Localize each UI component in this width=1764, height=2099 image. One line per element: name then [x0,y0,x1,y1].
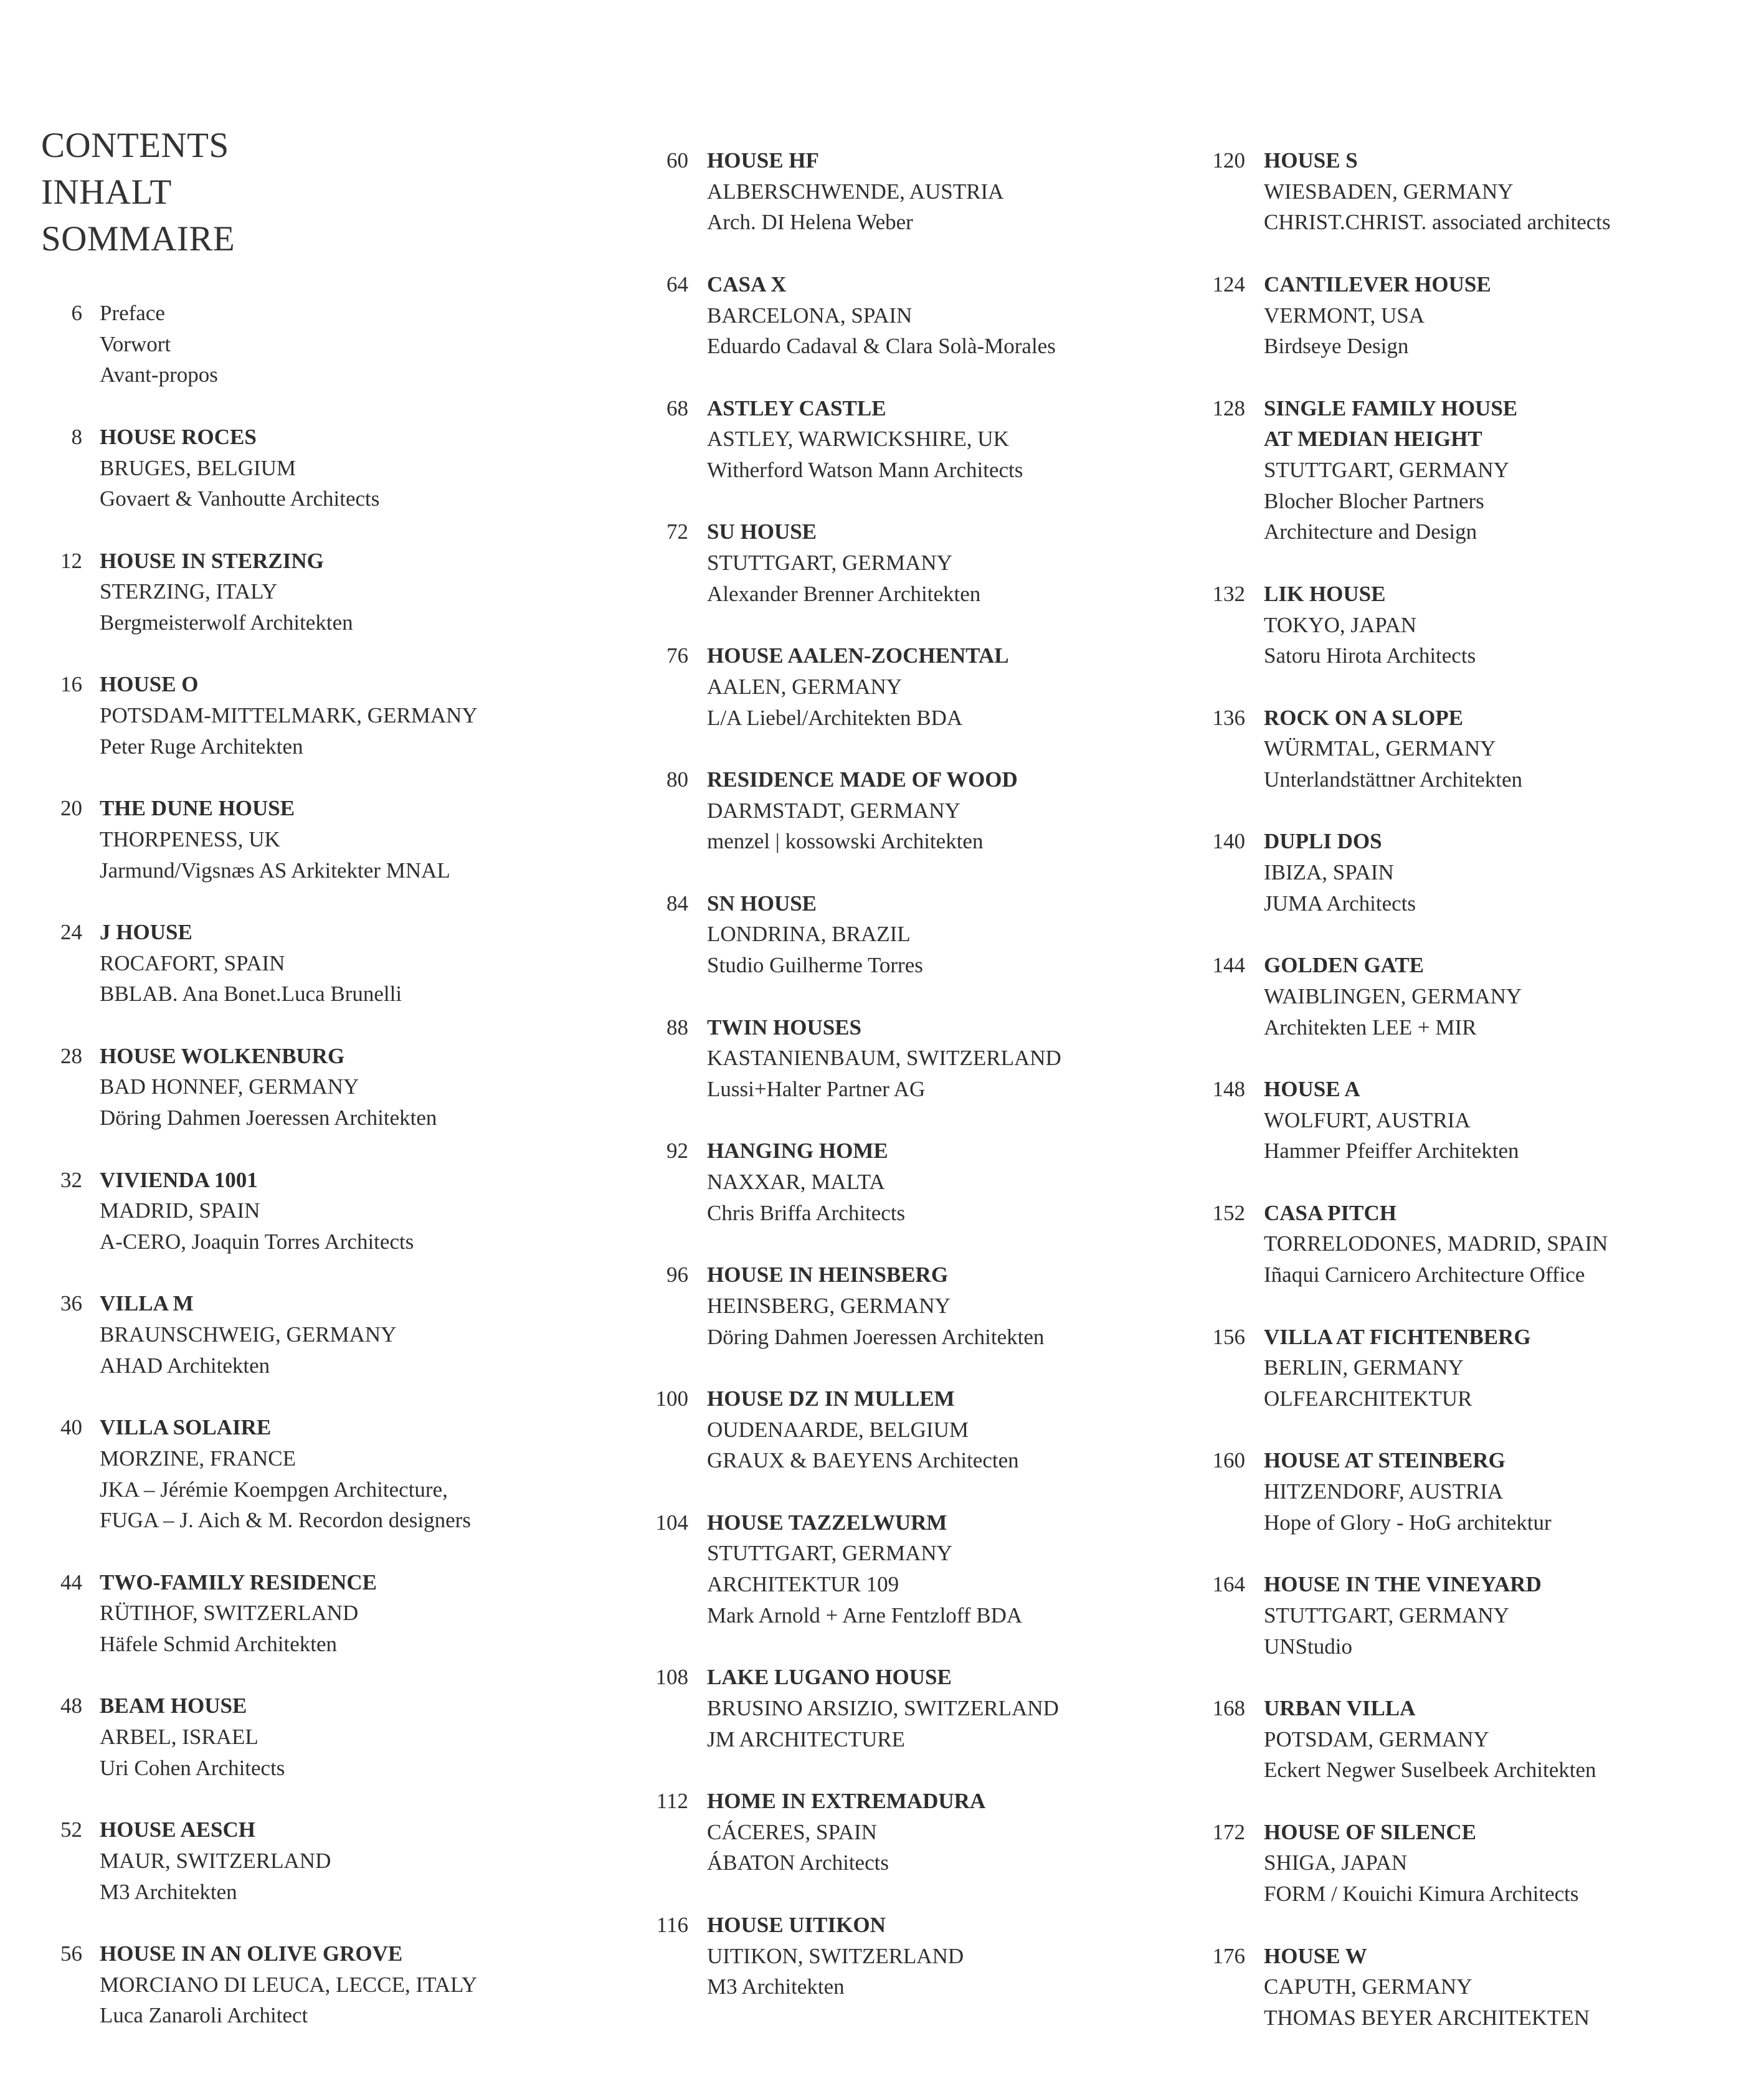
project-detail: BBLAB. Ana Bonet.Luca Brunelli [100,982,402,1007]
toc-entry[interactable] [41,1165,478,1258]
project-location: OUDENAARDE, BELGIUM [707,1417,969,1442]
project-location: TORRELODONES, MADRID, SPAIN [1264,1231,1608,1256]
toc-entry[interactable] [1180,393,1611,548]
entry-text [100,298,218,391]
project-location: DARMSTADT, GERMANY [707,798,960,823]
entry-text [707,145,1003,238]
project-title: HOUSE HF [707,148,819,173]
entry-text [707,1383,1019,1476]
project-location: UITIKON, SWITZERLAND [707,1943,964,1968]
page-number: 156 [1212,1324,1245,1349]
project-title: AT MEDIAN HEIGHT [1264,427,1482,452]
project-location: AALEN, GERMANY [707,674,903,699]
toc-entry[interactable] [1180,703,1611,795]
toc-entry[interactable] [41,1690,478,1783]
page-number: 68 [666,396,688,420]
page-number: 112 [656,1789,688,1814]
entry-text [1264,1693,1596,1786]
project-detail: ARCHITEKTUR 109 [707,1572,899,1597]
project-detail: AHAD Architekten [100,1353,270,1378]
project-detail: M3 Architekten [100,1879,237,1904]
toc-entry[interactable] [623,888,1061,981]
project-location: MAUR, SWITZERLAND [100,1848,331,1873]
project-title: HOUSE AALEN-ZOCHENTAL [707,643,1009,668]
project-detail: Hammer Pfeiffer Architekten [1264,1139,1519,1163]
toc-entry[interactable] [41,1041,478,1134]
heading-de: INHALT [41,173,172,212]
project-location: IBIZA, SPAIN [1264,860,1394,885]
project-detail: Iñaqui Carnicero Architecture Office [1264,1263,1585,1287]
project-title: VILLA SOLAIRE [100,1415,272,1440]
page-number: 152 [1212,1200,1245,1225]
toc-entry[interactable] [623,516,1061,609]
project-location: WÜRMTAL, GERMANY [1264,736,1496,761]
project-detail: Govaert & Vanhoutte Architects [100,486,380,511]
page-number: 168 [1212,1695,1245,1720]
entry-text [100,1567,377,1660]
project-detail: Vorwort [100,331,171,356]
project-title: HOUSE IN AN OLIVE GROVE [100,1941,403,1966]
project-title: HOUSE WOLKENBURG [100,1043,345,1068]
project-title: CANTILEVER HOUSE [1264,272,1491,296]
toc-entry[interactable] [41,298,478,391]
toc-entry[interactable] [1180,1074,1611,1167]
project-location: POTSDAM-MITTELMARK, GERMANY [100,703,478,728]
project-title: GOLDEN GATE [1264,953,1425,978]
page-number: 36 [60,1291,82,1316]
entry-text [707,640,1009,733]
entry-text [707,888,923,981]
entry-text [707,1135,905,1228]
toc-entry[interactable] [623,1383,1061,1476]
project-title: HOUSE AT STEINBERG [1264,1448,1506,1473]
project-title: ROCK ON A SLOPE [1264,705,1463,730]
entry-text [100,793,450,886]
project-title: HOUSE TAZZELWURM [707,1510,947,1535]
page-number: 96 [666,1263,688,1287]
page-number: 12 [60,548,82,573]
page-number: 32 [60,1167,82,1192]
page-number: 6 [71,301,82,325]
project-title: HOUSE AESCH [100,1817,255,1842]
project-detail: FORM / Kouichi Kimura Architects [1264,1882,1579,1907]
toc-entry[interactable] [623,145,1061,238]
project-detail: Unterlandstättner Architekten [1264,767,1522,792]
entry-text [100,1041,437,1134]
toc-entry[interactable] [41,793,478,886]
toc-entry[interactable] [41,1938,478,2031]
project-location: SHIGA, JAPAN [1264,1850,1408,1875]
project-location: STUTTGART, GERMANY [1264,1603,1509,1628]
project-title: RESIDENCE MADE OF WOOD [707,767,1018,792]
project-detail: CHRIST.CHRIST. associated architects [1264,210,1611,235]
entry-text [1264,826,1416,919]
project-detail: Lussi+Halter Partner AG [707,1076,926,1101]
project-detail: JKA – Jérémie Koempgen Architecture, [100,1477,448,1502]
project-location: WIESBADEN, GERMANY [1264,179,1514,204]
project-detail: Hope of Glory - HoG architektur [1264,1510,1552,1535]
toc-entry[interactable] [623,764,1061,857]
project-detail: FUGA – J. Aich & M. Recordon designers [100,1508,471,1533]
entry-text [100,1938,477,2031]
project-detail: Jarmund/Vigsnæs AS Arkitekter MNAL [100,858,450,883]
page-number: 56 [60,1941,82,1966]
project-title: VILLA M [100,1291,194,1316]
page-number: 8 [71,424,82,449]
page-number: 20 [60,796,82,821]
project-location: MORZINE, FRANCE [100,1446,296,1471]
project-location: THORPENESS, UK [100,827,280,851]
project-location: ROCAFORT, SPAIN [100,950,285,975]
page-number: 24 [60,919,82,944]
toc-entry[interactable] [41,1567,478,1660]
project-location: BRUGES, BELGIUM [100,455,296,480]
page-number: 64 [666,272,688,296]
toc-entry[interactable] [1180,1322,1611,1414]
project-detail: A-CERO, Joaquin Torres Architects [100,1229,414,1254]
project-location: LONDRINA, BRAZIL [707,922,911,947]
toc-entry[interactable] [623,1662,1061,1755]
project-detail: ÁBATON Architects [707,1850,889,1875]
project-detail: Chris Briffa Architects [707,1200,906,1225]
project-location: HEINSBERG, GERMANY [707,1293,951,1318]
entry-text [707,1662,1059,1755]
page-number: 76 [666,643,688,668]
project-detail: Peter Ruge Architekten [100,734,303,759]
project-detail: Satoru Hirota Architects [1264,643,1476,668]
toc-column-3 [1180,145,1611,2064]
project-detail: Döring Dahmen Joeressen Architekten [707,1324,1045,1349]
project-detail: Avant-propos [100,362,218,387]
project-location: STERZING, ITALY [100,579,278,604]
toc-entry[interactable] [1180,950,1611,1043]
page-number: 28 [60,1043,82,1068]
entry-text [707,269,1056,362]
page-number: 40 [60,1415,82,1440]
project-title: CASA X [707,272,787,296]
page-number: 116 [656,1912,688,1937]
project-detail: JUMA Architects [1264,891,1416,916]
toc-column-2 [623,145,1061,2034]
toc-entry[interactable] [623,1135,1061,1228]
entry-text [100,1412,471,1536]
project-detail: Eduardo Cadaval & Clara Solà-Morales [707,334,1056,359]
project-title: HOUSE S [1264,148,1358,173]
toc-entry[interactable] [1180,1198,1611,1291]
project-location: BERLIN, GERMANY [1264,1355,1464,1380]
project-title: SINGLE FAMILY HOUSE [1264,396,1518,420]
page-number: 108 [655,1665,688,1690]
toc-entry[interactable] [41,669,478,762]
project-location: KASTANIENBAUM, SWITZERLAND [707,1046,1061,1071]
toc-entry[interactable] [623,1910,1061,2002]
page-number: 140 [1212,829,1245,854]
toc-entry[interactable] [1180,1445,1611,1538]
project-detail: Uri Cohen Architects [100,1755,285,1780]
entry-text [100,669,478,762]
toc-entry[interactable] [623,640,1061,733]
project-title: TWIN HOUSES [707,1015,861,1040]
project-location: NAXXAR, MALTA [707,1170,885,1195]
entry-text [1264,1445,1552,1538]
project-title: HOUSE ROCES [100,424,257,449]
entry-text [1264,393,1517,548]
entry-text [1264,950,1522,1043]
project-location: CÁCERES, SPAIN [707,1819,877,1844]
page-number: 44 [60,1570,82,1594]
entry-text [100,1165,414,1258]
project-detail: Blocher Blocher Partners [1264,488,1484,513]
project-title: BEAM HOUSE [100,1694,247,1718]
heading-fr: SOMMAIRE [41,219,235,258]
project-location: RÜTIHOF, SWITZERLAND [100,1601,359,1626]
project-title: VILLA AT FICHTENBERG [1264,1324,1531,1349]
page-number: 164 [1212,1572,1245,1597]
entry-text [1264,1074,1519,1167]
project-detail: OLFEARCHITEKTUR [1264,1386,1472,1411]
page-number: 80 [666,767,688,792]
project-title: HOUSE OF SILENCE [1264,1819,1477,1844]
entry-text [707,1012,1061,1105]
entry-text [100,1288,396,1381]
project-detail: L/A Liebel/Architekten BDA [707,705,963,730]
entry-text [707,393,1023,486]
project-location: ASTLEY, WARWICKSHIRE, UK [707,427,1009,452]
entry-text [707,1259,1044,1352]
project-location: TOKYO, JAPAN [1264,612,1417,637]
page-number: 136 [1212,705,1245,730]
project-detail: GRAUX & BAEYENS Architecten [707,1448,1019,1473]
entry-text [1264,1198,1608,1291]
page-number: 52 [60,1817,82,1842]
project-location: MADRID, SPAIN [100,1198,260,1223]
project-location: WAIBLINGEN, GERMANY [1264,983,1522,1008]
project-title: HOUSE W [1264,1943,1367,1968]
project-title: DUPLI DOS [1264,829,1382,854]
toc-column-1 [41,298,478,2062]
page-number: 84 [666,891,688,916]
toc-entry[interactable] [1180,579,1611,671]
entry-text [1264,703,1522,795]
project-detail: Döring Dahmen Joeressen Architekten [100,1106,437,1130]
page-number: 124 [1212,272,1245,296]
toc-entry[interactable] [623,1507,1061,1631]
project-detail: Alexander Brenner Architekten [707,581,981,606]
project-detail: Studio Guilherme Torres [707,953,923,978]
project-title: HOUSE A [1264,1076,1360,1101]
contents-heading [41,122,235,262]
entry-text [707,516,980,609]
page-number: 120 [1212,148,1245,173]
project-title: TWO-FAMILY RESIDENCE [100,1570,377,1594]
project-title: LAKE LUGANO HOUSE [707,1665,952,1690]
entry-text [1264,1569,1542,1662]
project-location: ALBERSCHWENDE, AUSTRIA [707,179,1004,204]
entry-text [100,546,353,638]
project-title: HOUSE IN THE VINEYARD [1264,1572,1542,1597]
project-title: HOUSE UITIKON [707,1912,886,1937]
page-number: 16 [60,672,82,697]
project-detail: THOMAS BEYER ARCHITEKTEN [1264,2005,1590,2030]
project-location: VERMONT, USA [1264,303,1425,328]
project-detail: Birdseye Design [1264,334,1409,359]
toc-entry[interactable] [1180,1941,1611,2034]
project-title: HOME IN EXTREMADURA [707,1789,986,1814]
project-title: SN HOUSE [707,891,817,916]
project-location: BRUSINO ARSIZIO, SWITZERLAND [707,1695,1059,1720]
toc-entry[interactable] [623,393,1061,486]
toc-entry[interactable] [623,1259,1061,1352]
toc-entry[interactable] [41,422,478,514]
project-detail: Bergmeisterwolf Architekten [100,610,353,635]
heading-en: CONTENTS [41,126,229,165]
project-title: CASA PITCH [1264,1200,1396,1225]
page-number: 132 [1212,581,1245,606]
toc-entry[interactable] [41,1288,478,1381]
project-title: HOUSE IN STERZING [100,548,324,573]
page-number: 88 [666,1015,688,1040]
project-location: WOLFURT, AUSTRIA [1264,1107,1471,1132]
entry-text [100,422,379,514]
page-number: 128 [1212,396,1245,420]
entry-text [1264,1941,1590,2034]
project-title: ASTLEY CASTLE [707,396,886,420]
page-number: 160 [1212,1448,1245,1473]
project-detail: Mark Arnold + Arne Fentzloff BDA [707,1603,1023,1628]
project-detail: UNStudio [1264,1634,1352,1659]
page-number: 100 [655,1386,688,1411]
project-location: ARBEL, ISRAEL [100,1725,258,1750]
page-number: 172 [1212,1819,1245,1844]
project-detail: Witherford Watson Mann Architects [707,458,1023,482]
project-detail: M3 Architekten [707,1974,845,1999]
entry-text [707,1507,1022,1631]
project-title: HOUSE DZ IN MULLEM [707,1386,955,1411]
toc-entry[interactable] [41,546,478,638]
entry-text [1264,1817,1579,1910]
project-location: STUTTGART, GERMANY [707,551,952,576]
project-detail: Eckert Negwer Suselbeek Architekten [1264,1758,1596,1783]
project-title: HOUSE O [100,672,199,697]
project-title: LIK HOUSE [1264,581,1386,606]
project-location: BAD HONNEF, GERMANY [100,1074,359,1099]
toc-entry[interactable] [623,269,1061,362]
project-location: STUTTGART, GERMANY [1264,458,1509,482]
project-detail: menzel | kossowski Architekten [707,829,984,854]
toc-entry[interactable] [1180,1817,1611,1910]
project-detail: Häfele Schmid Architekten [100,1632,337,1657]
project-location: BARCELONA, SPAIN [707,303,913,328]
entry-text [1264,579,1476,671]
toc-entry[interactable] [1180,269,1611,362]
entry-text [707,764,1018,857]
toc-entry[interactable] [41,917,478,1010]
project-title: URBAN VILLA [1264,1695,1416,1720]
project-detail: Arch. DI Helena Weber [707,210,913,235]
project-title: VIVIENDA 1001 [100,1167,258,1192]
entry-text [100,1690,285,1783]
project-location: CAPUTH, GERMANY [1264,1974,1472,1999]
project-location: HITZENDORF, AUSTRIA [1264,1479,1504,1504]
entry-text [1264,1322,1531,1414]
page-number: 104 [655,1510,688,1535]
toc-entry[interactable] [41,1814,478,1907]
project-detail: Preface [100,301,165,325]
project-location: STUTTGART, GERMANY [707,1541,952,1566]
page-number: 48 [60,1694,82,1718]
project-detail: Architecture and Design [1264,519,1477,544]
page-number: 72 [666,519,688,544]
project-title: SU HOUSE [707,519,817,544]
toc-entry[interactable] [1180,826,1611,919]
project-title: J HOUSE [100,919,192,944]
toc-entry[interactable] [1180,1569,1611,1662]
entry-text [707,1910,964,2002]
toc-entry[interactable] [1180,145,1611,238]
toc-entry[interactable] [1180,1693,1611,1786]
entry-text [100,1814,331,1907]
toc-entry[interactable] [623,1786,1061,1879]
project-title: HANGING HOME [707,1139,888,1163]
project-title: HOUSE IN HEINSBERG [707,1263,949,1287]
entry-text [1264,269,1491,362]
toc-entry[interactable] [623,1012,1061,1105]
project-detail: Luca Zanaroli Architect [100,2003,308,2028]
page-number: 60 [666,148,688,173]
project-detail: Architekten LEE + MIR [1264,1015,1477,1040]
project-title: THE DUNE HOUSE [100,796,295,821]
entry-text [1264,145,1611,238]
entry-text [100,917,402,1010]
entry-text [707,1786,985,1879]
project-location: POTSDAM, GERMANY [1264,1727,1489,1751]
project-detail: JM ARCHITECTURE [707,1727,905,1751]
page-number: 144 [1212,953,1245,978]
project-location: BRAUNSCHWEIG, GERMANY [100,1322,397,1347]
page-number: 92 [666,1139,688,1163]
project-location: MORCIANO DI LEUCA, LECCE, ITALY [100,1972,478,1997]
toc-entry[interactable] [41,1412,478,1536]
page-number: 148 [1212,1076,1245,1101]
page-number: 176 [1212,1943,1245,1968]
